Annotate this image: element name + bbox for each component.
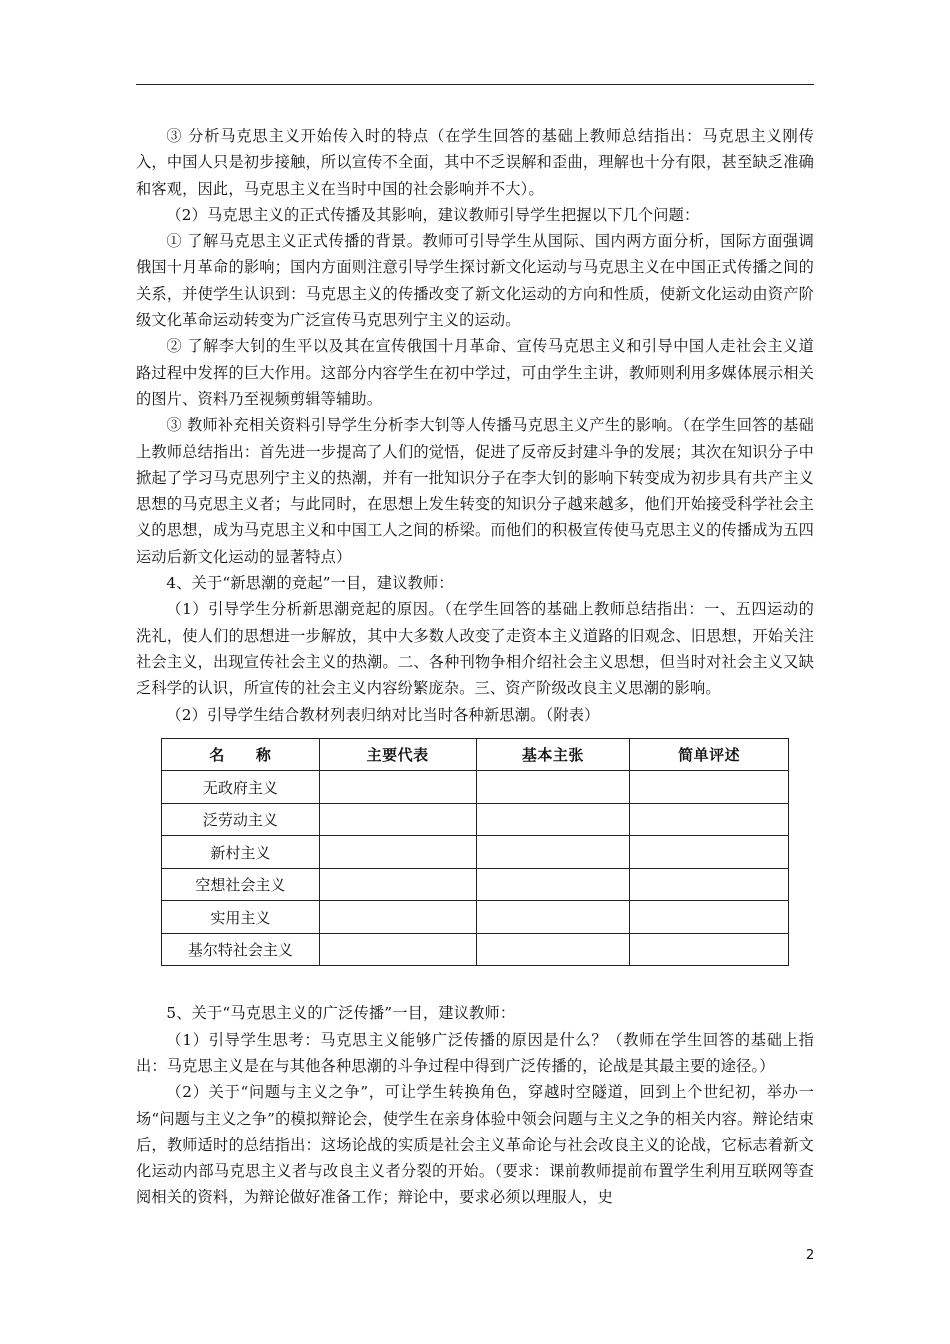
- paragraph: ③ 教师补充相关资料引导学生分析李大钊等人传播马克思主义产生的影响。（在学生回答的基础上教师总结指出：首先进一步提高了人们的觉悟，促进了反帝反封建斗争的发展；其次在知识分子中掀起了学习马克思列宁主义的热潮，并有一批知识分子在李大钊的影响下转变成为初步具有共产主义思想的马克思主义者；与此同时，在思想上发生转变的知识分子越来越多，他们开始接受科学社会主义的思想，成为马克思主义和中国工人之间的桥梁。而他们的积极宣传使马克思主义的传播成为五四运动后新文化运动的显著特点）: [136, 416, 814, 566]
- empty-cell: [630, 836, 789, 869]
- row-name: 新村主义: [162, 836, 320, 869]
- paragraph: （2）引导学生结合教材列表归纳对比当时各种新思潮。（附表）: [166, 705, 600, 724]
- lower-section: [136, 1000, 814, 1210]
- row-name: 泛劳动主义: [162, 803, 320, 836]
- empty-cell: [630, 868, 789, 901]
- empty-cell: [476, 933, 630, 966]
- table-row: [162, 901, 789, 934]
- empty-cell: [319, 836, 476, 869]
- empty-cell: [476, 868, 630, 901]
- table-row: [162, 803, 789, 836]
- empty-cell: [630, 933, 789, 966]
- column-header: 主要代表: [319, 738, 476, 771]
- paragraph: （1）引导学生思考：马克思主义能够广泛传播的原因是什么？（教师在学生回答的基础上指出：马克思主义是在与其他各种思潮的斗争过程中得到广泛传播的，论战是其最主要的途径。）: [136, 1030, 814, 1075]
- empty-cell: [319, 933, 476, 966]
- paragraph: ② 了解李大钊的生平以及其在宣传俄国十月革命、宣传马克思主义和引导中国人走社会主义道路过程中发挥的巨大作用。这部分内容学生在初中学过，可由学生主讲，教师则利用多媒体展示相关的图片、资料乃至视频剪辑等辅助。: [136, 337, 814, 408]
- paragraph: ③ 分析马克思主义开始传入时的特点（在学生回答的基础上教师总结指出：马克思主义刚传入，中国人只是初步接触，所以宣传不全面，其中不乏误解和歪曲，理解也十分有限，甚至缺乏准确和客观，因此，马克思主义在当时中国的社会影响并不大）。: [136, 127, 814, 198]
- empty-cell: [630, 803, 789, 836]
- table-row: [162, 771, 789, 804]
- section-heading: 4、关于“新思潮的竞起”一目，建议教师：: [166, 574, 454, 593]
- paragraph: （1）引导学生分析新思潮竞起的原因。（在学生回答的基础上教师总结指出：一、五四运动的洗礼，使人们的思想进一步解放，其中大多数人改变了走资本主义道路的旧观念、旧思想，开始关注社会主义，出现宣传社会主义的热潮。二、各种刊物争相介绍社会主义思想，但当时对社会主义又缺乏科学的认识，所宣传的社会主义内容纷繁庞杂。三、资产阶级改良主义思潮的影响。: [136, 600, 814, 698]
- paragraph: （2）关于“问题与主义之争”，可让学生转换角色，穿越时空隧道，回到上个世纪初，举办一场“问题与主义之争”的模拟辩论会，使学生在亲身体验中领会问题与主义之争的相关内容。辩论结束后，教师适时的总结指出：这场论战的实质是社会主义革命论与社会改良主义的论战，它标志着新文化运动内部马克思主义者与改良主义者分裂的开始。（要求：课前教师提前布置学生利用互联网等查阅相关的资料，为辩论做好准备工作；辩论中，要求必须以理服人，史: [136, 1083, 814, 1207]
- paragraph: ① 了解马克思主义正式传播的背景。教师可引导学生从国际、国内两方面分析，国际方面强调俄国十月革命的影响；国内方面则注意引导学生探讨新文化运动与马克思主义在中国正式传播之间的关系，并使学生认识到：马克思主义的传播改变了新文化运动的方向和性质，使新文化运动由资产阶级文化革命运动转变为广泛宣传马克思列宁主义的运动。: [136, 232, 814, 330]
- thought-comparison-table: [161, 738, 789, 967]
- empty-cell: [319, 771, 476, 804]
- empty-cell: [476, 836, 630, 869]
- row-name: 基尔特社会主义: [162, 933, 320, 966]
- paragraph: （2）马克思主义的正式传播及其影响，建议教师引导学生把握以下几个问题：: [166, 205, 700, 224]
- row-name: 空想社会主义: [162, 868, 320, 901]
- empty-cell: [476, 901, 630, 934]
- column-header: 基本主张: [476, 738, 630, 771]
- empty-cell: [476, 771, 630, 804]
- empty-cell: [319, 803, 476, 836]
- empty-cell: [319, 868, 476, 901]
- empty-cell: [476, 803, 630, 836]
- section-heading: 5、关于“马克思主义的广泛传播”一目，建议教师：: [166, 1004, 516, 1023]
- row-name: 无政府主义: [162, 771, 320, 804]
- document-body: [136, 123, 814, 1211]
- header-rule: [136, 84, 814, 85]
- empty-cell: [319, 901, 476, 934]
- table-row: [162, 836, 789, 869]
- table-header-row: [162, 738, 789, 771]
- column-header: 简单评述: [630, 738, 789, 771]
- table-row: [162, 933, 789, 966]
- table-row: [162, 868, 789, 901]
- empty-cell: [630, 771, 789, 804]
- empty-cell: [630, 901, 789, 934]
- column-header: 名 称: [162, 738, 320, 771]
- page-number: 2: [806, 1248, 815, 1263]
- row-name: 实用主义: [162, 901, 320, 934]
